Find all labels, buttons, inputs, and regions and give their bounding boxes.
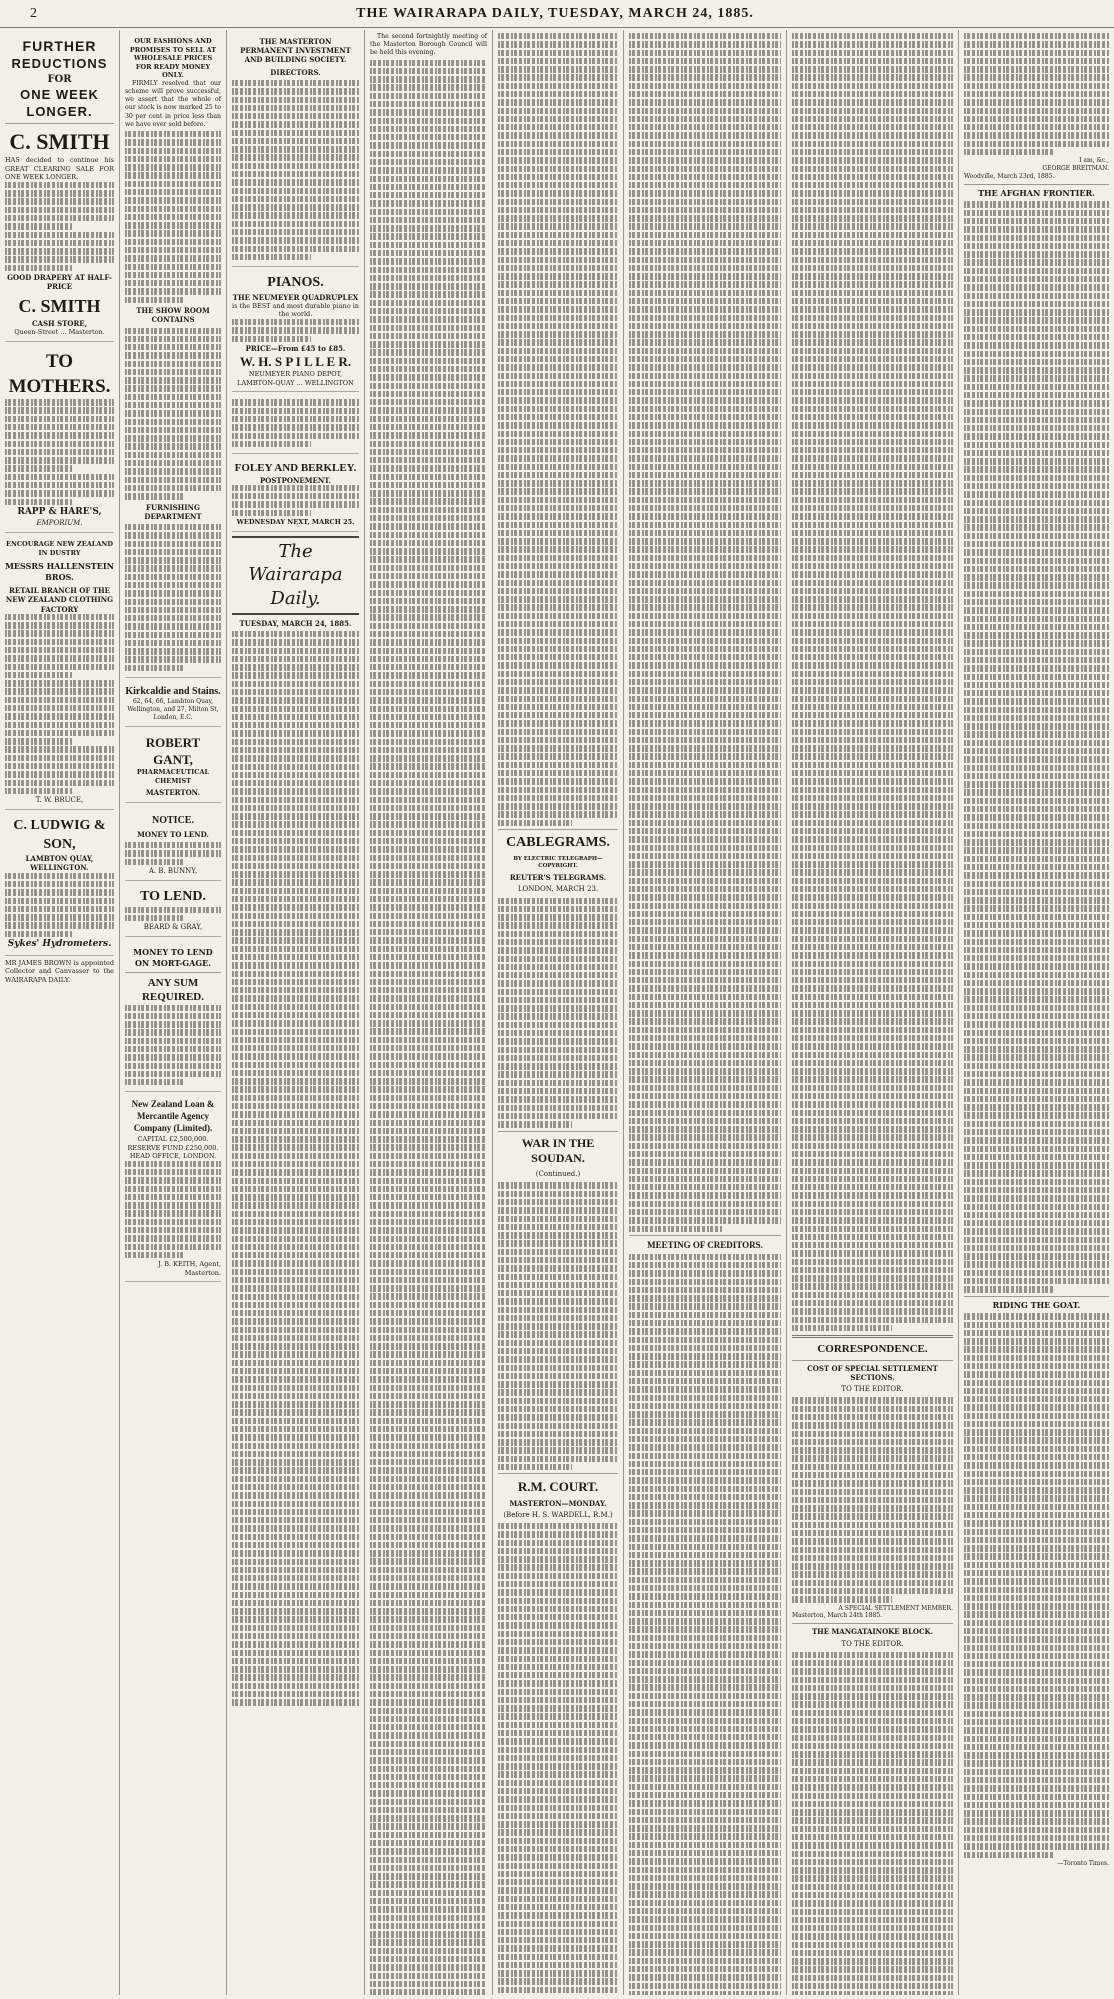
fashions-ad: [125, 33, 221, 678]
piano-ad: [232, 270, 359, 392]
daily-logo: The Wairarapa Daily.: [232, 536, 359, 615]
body-text-lines: [964, 1313, 1109, 1858]
ad-to-lend: TO LEND.: [140, 889, 206, 905]
body-text-lines: [5, 399, 114, 505]
news-paragraph: The second fortnightly meeting of the Masterton Borough Council will be held this evening.: [370, 33, 487, 57]
body-text-lines: [498, 1523, 618, 1995]
column-3: [227, 30, 365, 1995]
ad-money-mortgage: MONEY TO LEND ON MORT-GAGE.: [133, 947, 213, 968]
ad-reductions: REDUCTIONS: [11, 56, 108, 72]
letter-name: GEORGE BREITMAN.: [1042, 165, 1109, 173]
ad-to-mothers: TO MOTHERS.: [8, 351, 111, 398]
body-text-lines: [792, 33, 953, 1331]
ad-postponement: POSTPONEMENT.: [260, 475, 331, 485]
ad-further: FURTHER: [22, 38, 97, 54]
body-text-lines: [125, 131, 221, 303]
body-text-lines: [792, 1397, 953, 1602]
war-continued: (Continued.): [535, 1170, 581, 1179]
body-text-lines: [125, 1161, 221, 1258]
ad-robert-gant: ROBERT GANT,: [145, 734, 201, 768]
ad-smith: C. SMITH: [9, 129, 110, 155]
london-dateline: LONDON, MARCH 23.: [517, 885, 599, 894]
body-text-lines: [5, 182, 114, 271]
ad-mpi: THE MASTERTON PERMANENT INVESTMENT AND BUILDING SOCIETY.: [240, 37, 351, 65]
masthead-title: THE WAIRARAPA DAILY, TUESDAY, MARCH 24, 1885.: [356, 5, 754, 21]
foley-ad: [232, 457, 359, 531]
body-text-lines: [232, 80, 359, 260]
church-notice: [232, 395, 359, 454]
body-text-lines: [232, 319, 359, 342]
cablegrams-heading: CABLEGRAMS.: [506, 835, 610, 851]
ad-keith: J. B. KEITH, Agent, Masterton.: [157, 1260, 221, 1277]
rm-court-heading: R.M. COURT.: [517, 1479, 599, 1495]
kirkcaldie-ad: [125, 681, 221, 727]
mpi-ad: [232, 33, 359, 267]
body-text-lines: [629, 33, 781, 1232]
column-4: [365, 30, 493, 1995]
goat-heading: RIDING THE GOAT.: [992, 1299, 1081, 1310]
ad-foley: FOLEY AND BERKLEY.: [234, 462, 357, 475]
special-date: Masterton, March 24th 1885.: [792, 1612, 883, 1620]
war-heading: WAR IN THE SOUDAN.: [521, 1135, 595, 1166]
mortgage-ad: [125, 940, 221, 1092]
column-6: [624, 30, 787, 1995]
notice-ad: [125, 806, 221, 882]
body-text-lines: [5, 614, 114, 794]
ad-pianos: PIANOS.: [267, 275, 324, 291]
masthead: [0, 0, 1114, 28]
ad-brown: MR JAMES BROWN is appointed Collector and Canvasser to the WAIRARAPA DAILY.: [5, 958, 114, 984]
goat-source: —Toronto Times.: [1057, 1859, 1109, 1867]
smith-ad: [5, 33, 114, 342]
special-sig: A SPECIAL SETTLEMENT MEMBER.: [838, 1604, 953, 1612]
mothers-ad: [5, 345, 114, 533]
electric-subhead: BY ELECTRIC TELEGRAPH—COPYRIGHT.: [513, 855, 603, 869]
body-text-lines: [370, 60, 487, 1995]
body-text-lines: [125, 328, 221, 500]
ad-kirk-addr: 62, 64, 66, Lambton Quay, Wellington, and 27, Milton St, London, E.C.: [127, 698, 219, 722]
ad-rapp: RAPP & HARE'S,: [17, 506, 102, 517]
letter-signed: I am, &c.,: [1079, 157, 1109, 165]
ad-best: is the BEST and most durable piano in the world.: [232, 301, 359, 319]
leader-date: TUESDAY, MARCH 24, 1885.: [239, 618, 352, 628]
ad-goods: GOOD DRAPERY AT HALF-PRICE: [7, 272, 112, 292]
body-text-lines: [498, 1182, 618, 1470]
ad-hydrometers: Sykes' Hydrometers.: [7, 938, 112, 949]
page-number: 2: [30, 5, 38, 21]
body-text-lines: [964, 201, 1109, 1292]
ad-capital: CAPITAL £2,500,000.: [137, 1134, 209, 1143]
body-text-lines: [232, 631, 359, 1706]
ad-chemist: PHARMACEUTICAL CHEMIST: [136, 768, 210, 785]
body-text-lines: [964, 33, 1109, 155]
ad-address: Queen-Street ... Masterton.: [14, 328, 105, 337]
ad-reserve: RESERVE FUND £250,000.: [127, 1143, 219, 1152]
ad-nz-loan: New Zealand Loan & Mercantile Agency Company (Limited).: [131, 1099, 215, 1134]
ad-smith-text: HAS decided to continue his GREAT CLEARING SALE FOR ONE WEEK LONGER.: [5, 156, 114, 182]
body-text-lines: [125, 1005, 221, 1086]
mangatainoke-subhead: THE MANGATAINOKE BLOCK.: [811, 1627, 934, 1637]
ad-notice: NOTICE.: [152, 814, 194, 826]
settlement-subhead: COST OF SPECIAL SETTLEMENT SECTIONS.: [807, 1363, 938, 1383]
ad-bunny: A. B. BUNNY,: [148, 866, 198, 875]
ad-hallenstein: MESSRS HALLENSTEIN BROS.: [5, 561, 114, 582]
ad-bruce: T. W. BRUCE,: [35, 796, 84, 805]
rm-court-before: (Before H. S. WARDELL, R.M.): [503, 1510, 613, 1519]
body-text-lines: [232, 485, 359, 516]
ad-lambton-quay: LAMBTON-QUAY ... WELLINGTON: [237, 378, 354, 387]
column-8: [959, 30, 1114, 1995]
ad-directors: DIRECTORS.: [270, 67, 321, 77]
afghan-heading: THE AFGHAN FRONTIER.: [978, 187, 1095, 198]
ad-whs: W. H. S P I L L E R.: [239, 354, 352, 370]
ad-furnishing: FURNISHING DEPARTMENT: [144, 502, 202, 521]
column-2: [120, 30, 227, 1995]
body-text-lines: [498, 33, 618, 826]
body-text-lines: [125, 907, 221, 922]
rm-court-place: MASTERTON—MONDAY.: [509, 1498, 607, 1508]
ad-for: FOR: [47, 73, 72, 85]
ad-kirkcaldie: Kirkcaldie and Stains.: [125, 686, 221, 698]
reuter-subhead: REUTER'S TELEGRAMS.: [509, 873, 607, 883]
ad-masterton: MASTERTON.: [145, 788, 201, 798]
ad-cash-store: CASH STORE,: [31, 319, 88, 329]
body-text-lines: [5, 873, 114, 937]
to-lend-ad: [125, 884, 221, 937]
ad-encourage: ENCOURAGE NEW ZEALAND IN DUSTRY: [5, 539, 113, 557]
ad-lambton: LAMBTON QUAY, WELLINGTON.: [25, 854, 94, 873]
ad-wednesday: WEDNESDAY NEXT, MARCH 25.: [236, 517, 355, 526]
ad-firmly: FIRMLY resolved that our scheme will prove successful, we assert that the whole of our stock is now marked 25 to 30 per cent in price less than we have ever sold before.: [125, 79, 221, 128]
ad-head-office: HEAD OFFICE, LONDON.: [129, 1152, 217, 1161]
meeting-heading: MEETING OF CREDITORS.: [647, 1239, 763, 1250]
gant-ad: [125, 730, 221, 803]
ad-smith-2: C. SMITH: [18, 296, 101, 317]
ad-neumeyer-depot: NEUMEYER PIANO DEPOT,: [248, 370, 343, 379]
ad-retail: RETAIL BRANCH OF THE NEW ZEALAND CLOTHING FACTORY: [5, 586, 114, 614]
body-text-lines: [629, 1254, 781, 1995]
ad-fashions: OUR FASHIONS AND PROMISES TO SELL AT WHOLESALE PRICES FOR READY MONEY ONLY.: [129, 37, 217, 80]
to-editor-2: TO THE EDITOR.: [841, 1639, 904, 1648]
ad-show-room: THE SHOW ROOM CONTAINS: [136, 306, 210, 325]
correspondence-heading: CORRESPONDENCE.: [817, 1343, 928, 1356]
ad-money-lend: MONEY TO LEND.: [137, 829, 209, 839]
ad-sum-required: ANY SUM REQUIRED.: [141, 976, 205, 1004]
hallenstein-ad: [5, 536, 114, 810]
body-text-lines: [125, 524, 221, 671]
ad-longer: LONGER.: [26, 103, 93, 119]
to-editor: TO THE EDITOR.: [841, 1385, 904, 1394]
body-text-lines: [232, 399, 359, 447]
column-7: [787, 30, 959, 1995]
body-text-lines: [792, 1652, 953, 1995]
column-5: [493, 30, 624, 1995]
column-1: [0, 30, 120, 1995]
ad-neumeyer: THE NEUMEYER QUADRUPLEX: [232, 292, 359, 302]
nz-loan-ad: [125, 1095, 221, 1282]
columns: [0, 30, 1114, 1995]
ad-price: PRICE—From £45 to £85.: [245, 343, 346, 353]
ludwig-ad: [5, 813, 114, 956]
body-text-lines: [498, 898, 618, 1128]
body-text-lines: [125, 842, 221, 865]
ad-emporium: EMPORIUM.: [36, 518, 83, 527]
ad-ludwig: C. LUDWIG & SON,: [13, 818, 106, 852]
ad-beard: BEARD & GRAY,: [143, 923, 203, 932]
ad-one-week: ONE WEEK: [20, 86, 99, 102]
letter-place: Woodville, March 23rd, 1885.: [964, 173, 1055, 181]
